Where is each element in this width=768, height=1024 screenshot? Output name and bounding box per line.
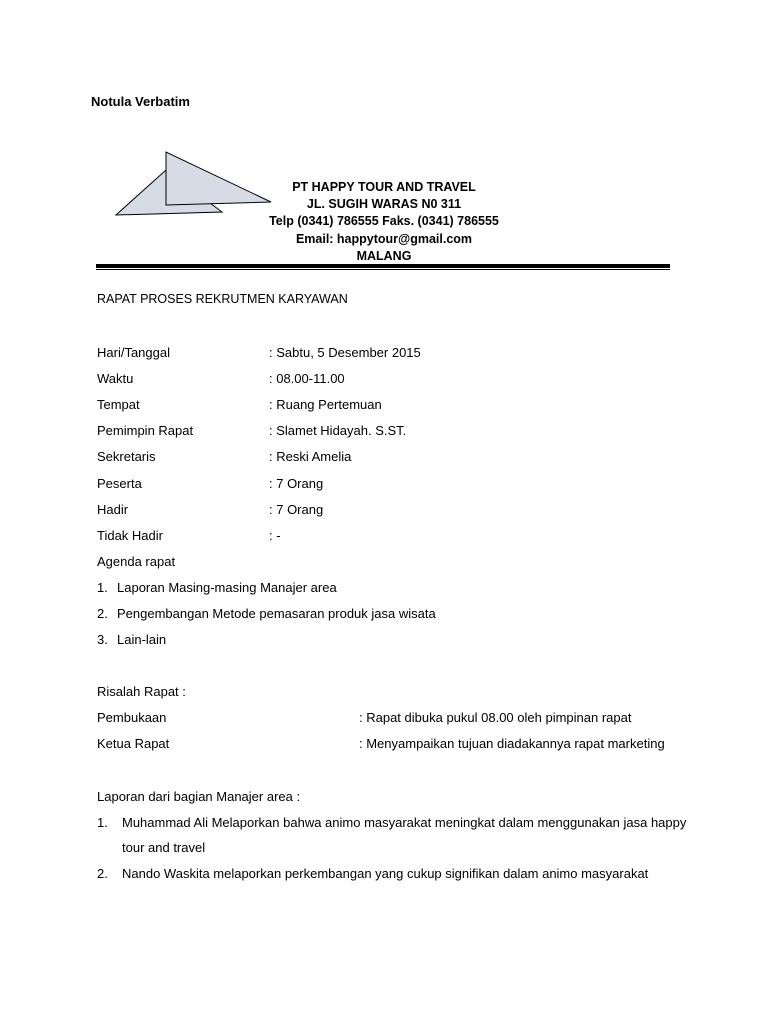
detail-label: Hadir [97,502,129,517]
risalah-value: : Rapat dibuka pukul 08.00 oleh pimpinan rapat [359,710,632,725]
detail-label: Sekretaris [97,449,156,464]
company-address: JL. SUGIH WARAS N0 311 [306,197,462,212]
detail-label: Peserta [97,476,142,491]
company-phone: Telp (0341) 786555 Faks. (0341) 786555 [269,214,499,229]
detail-value: : Reski Amelia [269,449,352,464]
risalah-label: Pembukaan [97,710,167,725]
agenda-item-text: Laporan Masing-masing Manajer area [117,580,337,595]
detail-value: : - [269,528,281,543]
detail-label: Pemimpin Rapat [97,423,194,438]
letterhead [250,179,518,265]
laporan-heading: Laporan dari bagian Manajer area : [97,789,301,804]
agenda-item-number: 3. [97,632,108,647]
letterhead-divider-thick [96,264,670,268]
company-city: MALANG [356,248,412,263]
risalah-value: : Menyampaikan tujuan diadakannya rapat marketing [359,736,665,751]
risalah-label: Ketua Rapat [97,736,170,751]
detail-value: : Slamet Hidayah. S.ST. [269,423,407,438]
agenda-item-text: Lain-lain [117,632,167,647]
agenda-item-number: 2. [97,606,108,621]
laporan-item-number: 1. [97,815,108,830]
detail-label: Tempat [97,397,140,412]
agenda-item-text: Pengembangan Metode pemasaran produk jasa wisata [117,606,436,621]
detail-label: Waktu [97,371,134,386]
meeting-title: RAPAT PROSES REKRUTMEN KARYAWAN [97,292,348,306]
agenda-item-number: 1. [97,580,108,595]
document-title: Notula Verbatim [91,94,190,109]
detail-value: : Ruang Pertemuan [269,397,382,412]
risalah-heading: Risalah Rapat : [97,684,186,699]
detail-value: : 7 Orang [269,502,324,517]
detail-value: : 08.00-11.00 [269,371,345,386]
detail-label: Hari/Tanggal [97,345,170,360]
detail-label: Tidak Hadir [97,528,163,543]
detail-value: : 7 Orang [269,476,324,491]
company-name: PT HAPPY TOUR AND TRAVEL [292,180,476,194]
agenda-heading: Agenda rapat [97,554,176,569]
company-email: Email: happytour@gmail.com [295,231,473,246]
laporan-item-text-continued: tour and travel [122,840,206,855]
letterhead-divider-thin [96,269,670,270]
detail-value: : Sabtu, 5 Desember 2015 [269,345,421,360]
laporan-item-text: Nando Waskita melaporkan perkembangan yang cukup signifikan dalam animo masyarakat [122,866,649,881]
laporan-item-text: Muhammad Ali Melaporkan bahwa animo masyarakat meningkat dalam menggunakan jasa happy [122,815,687,830]
laporan-item-number: 2. [97,866,108,881]
